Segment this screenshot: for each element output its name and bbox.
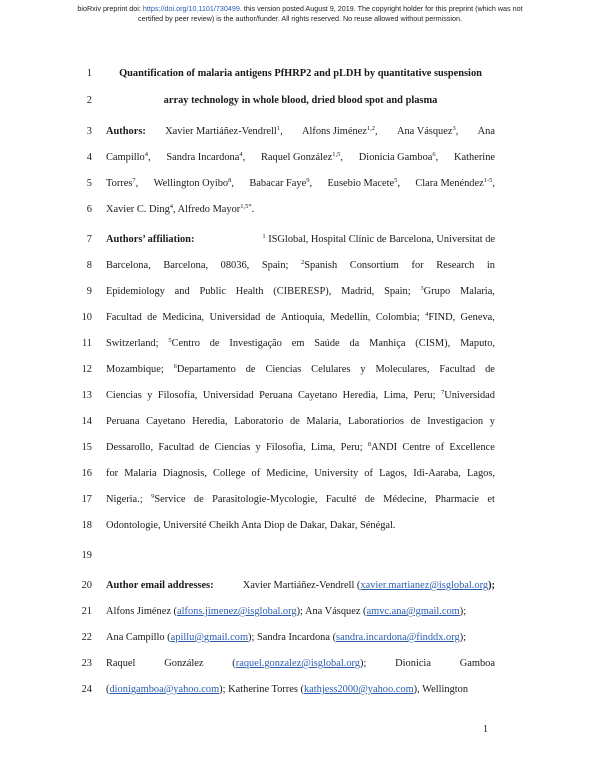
- affiliation-line: Barcelona, Barcelona, 08036, Spain; $^2$Spanish Consortium for Research in: [106, 260, 495, 271]
- emails-line-23: Raquel González (raquel.gonzalez@isglobal.org); Dionicia Gamboa: [106, 658, 495, 669]
- affiliation-line: Peruana Cayetano Heredia, Laboratorio de Malaria, Laboratiorios de Investigacion y: [106, 416, 495, 427]
- affiliation-line: Ciencias y Filosofía, Universidad Peruana Cayetano Heredia, Lima, Peru; $^7$Universidad: [106, 390, 495, 401]
- line-number: 9: [86, 286, 92, 297]
- email-link[interactable]: raquel.gonzalez@isglobal.org: [235, 658, 360, 669]
- authors-line-3: Authors: Xavier Martiáñez-Vendrell$^1$, Alfons Jiménez$^{1,2}$, Ana Vásquez$^3$, Ana: [106, 126, 495, 137]
- line-number: 8: [86, 260, 92, 271]
- line-number: 11: [81, 338, 92, 349]
- email-link[interactable]: amvc.ana@gmail.com: [366, 606, 460, 617]
- title-line-2: array technology in whole blood, dried blood spot and plasma: [163, 95, 438, 106]
- affiliation-line: Switzerland; $^5$Centro de Investigação em Saúde da Manhiça (CISM), Maputo,: [106, 338, 495, 349]
- affiliation-line: Epidemiology and Public Health (CIBERESP), Madrid, Spain; $^3$Grupo Malaria,: [106, 286, 495, 297]
- line-number: 14: [81, 416, 92, 427]
- line-number: 15: [81, 442, 92, 453]
- affiliation-line: Facultad de Medicina, Universidad de Antioquia, Medellín, Colombia; $^4$FIND, Geneva,: [106, 312, 495, 323]
- authors-line-5: Torres$^7$, Wellington Oyibo$^8$, Babacar Faye$^9$, Eusebio Macete$^5$, Clara Menéndez$^{1-5}$,: [106, 178, 495, 189]
- authors-label: Authors:: [106, 126, 146, 137]
- email-link[interactable]: xavier.martianez@isglobal.org: [360, 580, 489, 591]
- line-number: 1: [86, 68, 92, 79]
- emails-line-21: Alfons Jiménez (alfons.jimenez@isglobal.org); Ana Vásquez (amvc.ana@gmail.com);: [106, 606, 467, 617]
- authors-line-4: Campillo$^4$, Sandra Incardona$^4$, Raquel González$^{1,5}$, Dionicia Gamboa$^6$, Katherine: [106, 152, 495, 163]
- line-number: 5: [86, 178, 92, 189]
- emails-line-22: Ana Campillo (apillu@gmail.com); Sandra Incardona (sandra.incardona@finddx.org);: [106, 632, 467, 643]
- page-number: 1: [483, 724, 488, 735]
- email-link[interactable]: sandra.incardona@finddx.org: [336, 632, 460, 643]
- line-number: 4: [86, 152, 92, 163]
- line-number: 7: [86, 234, 92, 245]
- email-link[interactable]: kathjess2000@yahoo.com: [303, 684, 414, 695]
- line-number: 18: [81, 520, 92, 531]
- line-number: 3: [86, 126, 92, 137]
- affiliation-line: Odontologie, Université Cheikh Anta Diop de Dakar, Dakar, Sénégal.: [106, 520, 396, 531]
- line-number: 19: [81, 550, 92, 561]
- affiliation-line: Nigeria.; $^9$Service de Parasitologie-Mycologie, Faculté de Médecine, Pharmacie et: [106, 494, 495, 505]
- affiliation-line: Authors’ affiliation: $^1$ ISGlobal, Hospital Clínic de Barcelona, Universitat de: [106, 234, 495, 245]
- emails-label: Author email addresses:: [106, 580, 214, 591]
- emails-line-24: (dionigamboa@yahoo.com); Katherine Torres (kathjess2000@yahoo.com), Wellington: [106, 684, 469, 695]
- affiliation-line: Dessarollo, Facultad de Ciencias y Filosofia, Lima, Peru; $^8$ANDI Centre of Excellence: [106, 442, 495, 453]
- line-number: 20: [81, 580, 92, 591]
- header-prefix: bioRxiv preprint doi:: [77, 4, 143, 13]
- title-line-1: Quantification of malaria antigens PfHRP2 and pLDH by quantitative suspension: [119, 68, 482, 79]
- header-line-2: certified by peer review) is the author/funder. All rights reserved. No reuse allowed without permission.: [138, 14, 462, 23]
- line-number: 12: [81, 364, 92, 375]
- line-number: 22: [81, 632, 92, 643]
- line-number: 17: [81, 494, 92, 505]
- email-link[interactable]: apillu@gmail.com: [170, 632, 249, 643]
- line-number: 2: [86, 95, 92, 106]
- line-number: 23: [81, 658, 92, 669]
- line-number: 13: [81, 390, 92, 401]
- doi-link[interactable]: https://doi.org/10.1101/730499: [142, 4, 240, 13]
- line-number: 10: [81, 312, 92, 323]
- affiliation-label: Authors’ affiliation:: [106, 234, 195, 245]
- header-copyright-text: . this version posted August 9, 2019. The copyright holder for this preprint (which was not: [239, 4, 523, 13]
- authors-line-6: Xavier C. Ding$^4$, Alfredo Mayor$^{1,5*}$.: [106, 204, 255, 215]
- email-link[interactable]: alfons.jimenez@isglobal.org: [176, 606, 297, 617]
- affiliation-line: Mozambique; $^6$Departamento de Ciencias Celulares y Moleculares, Facultad de: [106, 364, 495, 375]
- email-link[interactable]: dionigamboa@yahoo.com: [109, 684, 220, 695]
- preprint-header: [0, 4, 600, 24]
- line-number: 21: [81, 606, 92, 617]
- line-number: 24: [81, 684, 92, 695]
- line-number: 16: [81, 468, 92, 479]
- emails-line-20: Author email addresses: Xavier Martiáñez-Vendrell (xavier.martianez@isglobal.org);: [106, 580, 495, 591]
- affiliation-line: for Malaria Diagnosis, College of Medicine, University of Lagos, Idi-Aaraba, Lagos,: [106, 468, 495, 479]
- line-number: 6: [86, 204, 92, 215]
